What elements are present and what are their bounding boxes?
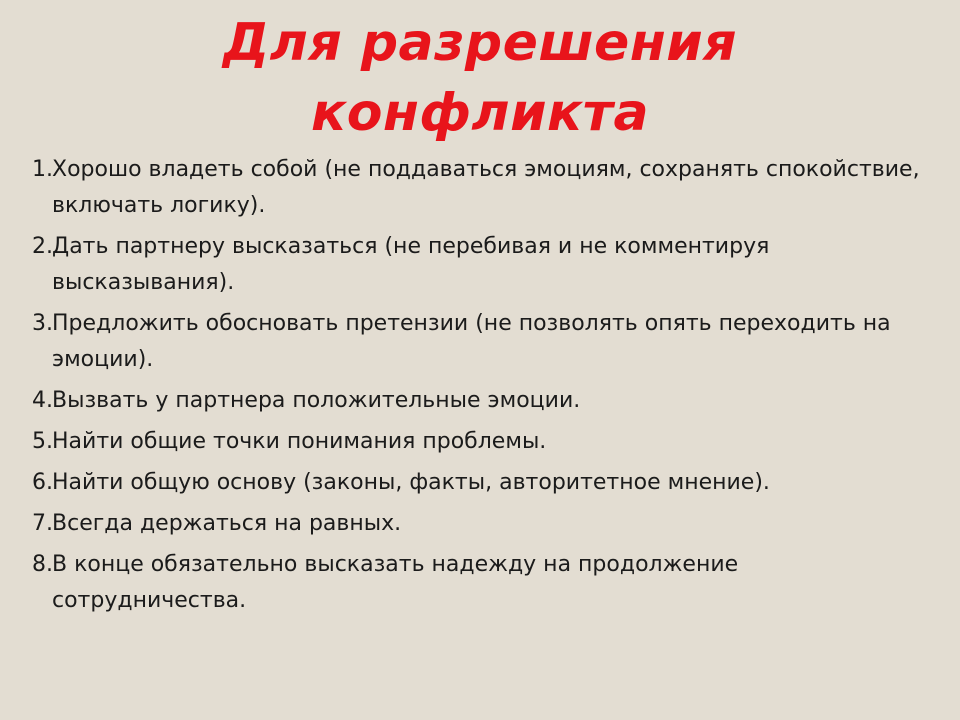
list-item-number: 1. — [32, 157, 53, 182]
conflict-resolution-list — [32, 152, 922, 624]
list-item-text: Вызвать у партнера положительные эмоции. — [52, 388, 581, 413]
list-item-text: Найти общие точки понимания проблемы. — [52, 429, 547, 454]
list-item — [32, 306, 922, 378]
list-item-number: 4. — [32, 388, 53, 413]
list-item-text: В конце обязательно высказать надежду на продолжение сотрудничества. — [52, 552, 739, 613]
list-item — [32, 152, 922, 224]
list-item-text: Дать партнеру высказаться (не перебивая и не комментируя высказывания). — [52, 234, 770, 295]
list-item — [32, 547, 922, 619]
list-item-number: 7. — [32, 511, 53, 536]
list-item — [32, 506, 922, 542]
list-item-text: Всегда держаться на равных. — [52, 511, 402, 536]
list-item-text: Предложить обосновать претензии (не позволять опять переходить на эмоции). — [52, 311, 891, 372]
list-item-text: Найти общую основу (законы, факты, авторитетное мнение). — [52, 470, 770, 495]
slide-title-line-2: конфликта — [310, 83, 650, 143]
list-item-text: Хорошо владеть собой (не поддаваться эмоциям, сохранять спокойствие, включать логику). — [52, 157, 920, 218]
list-item — [32, 465, 922, 501]
list-item — [32, 424, 922, 460]
list-item — [32, 229, 922, 301]
slide-title — [140, 8, 820, 148]
list-item-number: 8. — [32, 552, 53, 577]
list-item-number: 2. — [32, 234, 53, 259]
list-item-number: 5. — [32, 429, 53, 454]
list-item-number: 3. — [32, 311, 53, 336]
slide-title-line-1: Для разрешения — [222, 13, 738, 73]
list-item-number: 6. — [32, 470, 53, 495]
list-item — [32, 383, 922, 419]
